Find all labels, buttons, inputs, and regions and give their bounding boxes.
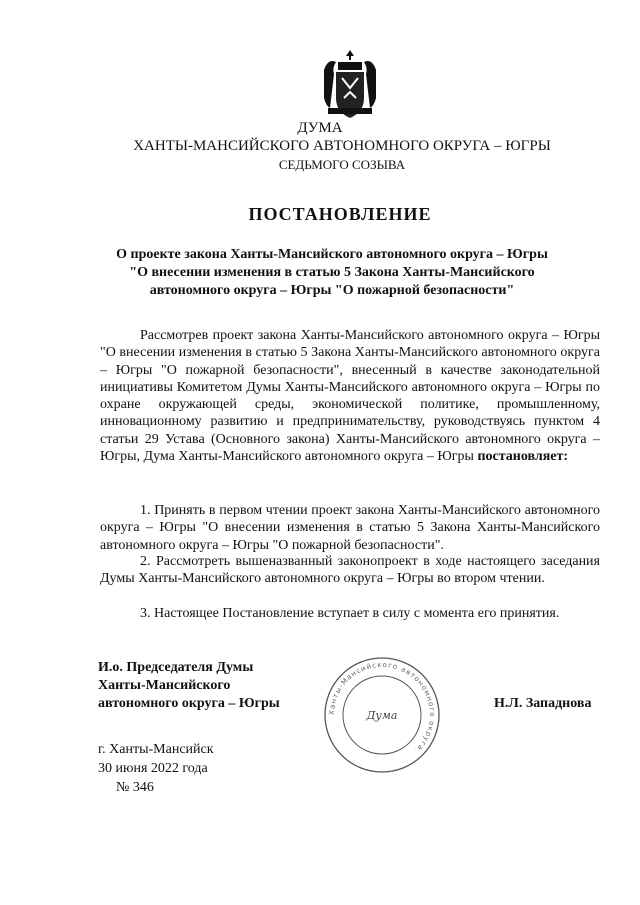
official-seal-stamp: [322, 655, 442, 775]
item-1: 1. Принять в первом чтении проект закона Ханты-Мансийского автономного округа – Югры "О внесении изменения в статью 5 Закона Ханты-Мансийского автономного округа – Югры "О пожарной безопасности".: [100, 503, 600, 553]
signature-position-line3: автономного округа – Югры: [98, 696, 280, 711]
preamble-paragraph: [100, 327, 600, 465]
doc-type-title: ПОСТАНОВЛЕНИЕ: [248, 204, 432, 224]
org-name-line1: ДУМА: [297, 120, 343, 136]
coat-of-arms-emblem: [318, 48, 382, 120]
subject-line2: "О внесении изменения в статью 5 Закона Ханты-Мансийского: [129, 265, 535, 280]
subject-line1: О проекте закона Ханты-Мансийского автономного округа – Югры: [116, 247, 548, 262]
document-number: № 346: [116, 780, 154, 795]
org-name-line2: ХАНТЫ-МАНСИЙСКОГО АВТОНОМНОГО ОКРУГА – ЮГРЫ: [133, 138, 551, 154]
svg-text:Ханты-Мансийского автономного: Ханты-Мансийского автономного округа: [327, 660, 437, 753]
signature-position-line2: Ханты-Мансийского: [98, 678, 231, 693]
signature-position-line1: И.о. Председателя Думы: [98, 660, 254, 675]
subject-line3: автономного округа – Югры "О пожарной безопасности": [149, 283, 515, 298]
item-2: 2. Рассмотреть вышеназванный законопроект в ходе настоящего заседания Думы Ханты-Мансийского автономного округа – Югры во втором чтении.: [100, 554, 600, 587]
place-of-issue: г. Ханты-Мансийск: [98, 742, 214, 757]
decides-word: постановляет:: [477, 449, 569, 465]
svg-text:Дума: Дума: [366, 709, 398, 722]
item-3: 3. Настоящее Постановление вступает в силу с момента его принятия.: [140, 606, 560, 621]
signatory-name: Н.Л. Западнова: [494, 696, 592, 711]
preamble-text: Рассмотрев проект закона Ханты-Мансийского автономного округа – Югры "О внесении изменения в статью 5 Закона Ханты-Мансийского автономного округа – Югры "О пожарной безопасности", внесенный в качестве законодательной инициативы Комитетом Думы Ханты-Мансийского автономного округа – Югры по охране окружающей среды, экономической политике, промышленному, инновационному развитию и предпринимательству, руководствуясь пунктом 4 статьи 29 Устава (Основного закона) Ханты-Мансийского автономного округа – Югры, Дума Ханты-Мансийского автономного округа – Югры: [100, 328, 600, 465]
org-convocation: СЕДЬМОГО СОЗЫВА: [278, 157, 406, 172]
issue-date: 30 июня 2022 года: [98, 761, 208, 776]
